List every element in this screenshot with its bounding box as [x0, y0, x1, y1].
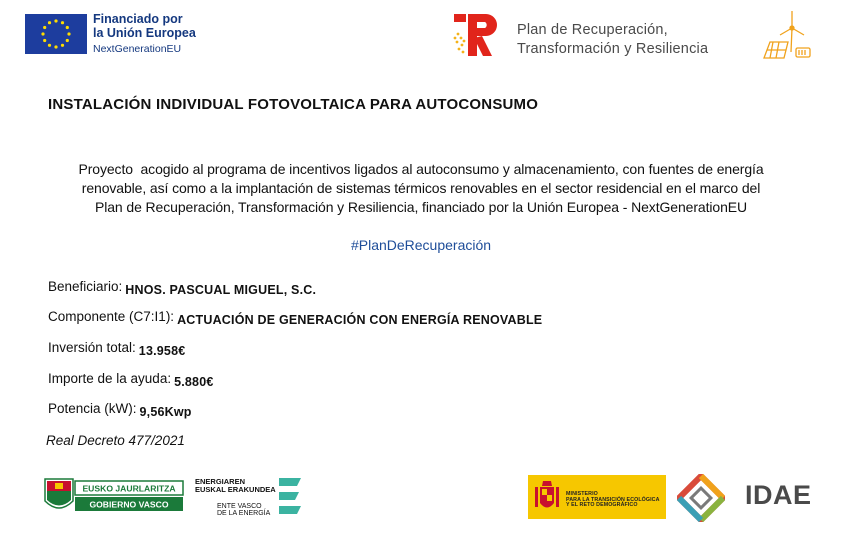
solar-panel-wind-turbine-icon	[758, 8, 814, 64]
description-line3: Plan de Recuperación, Transformación y Resiliencia, financiado por la Unión Europea - NextGenerationEU	[94, 199, 748, 215]
eve-line4: DE LA ENERGÍA	[217, 510, 271, 517]
document-title: INSTALACIÓN INDIVIDUAL FOTOVOLTAICA PARA AUTOCONSUMO	[48, 96, 539, 113]
prtr-line2: Transformación y Resiliencia	[517, 40, 709, 57]
eu-flag-icon	[25, 14, 87, 54]
field-inversion	[48, 340, 186, 358]
eu-funding-line3: NextGenerationEU	[93, 42, 182, 55]
description-line1: Proyecto acogido al programa de incentivos ligados al autoconsumo y almacenamiento, con fuentes de energía	[78, 161, 764, 177]
idae-logo-icon	[677, 474, 725, 522]
project-description	[40, 160, 802, 217]
field-label: Potencia (kW):	[48, 401, 137, 416]
gobierno-vasco-text: GOBIERNO VASCO	[89, 499, 169, 510]
eu-funding-line1: Financiado por	[93, 12, 183, 26]
ministerio-line1: MINISTERIO	[566, 491, 598, 497]
hashtag: #PlanDeRecuperación	[350, 237, 492, 253]
field-value: 5.880€	[174, 375, 214, 389]
field-value: 13.958€	[138, 344, 186, 358]
eusko-jaurlaritza-text: EUSKO JAURLARITZA	[82, 483, 176, 494]
ministerio-line3: Y EL RETO DEMOGRÁFICO	[566, 502, 638, 509]
eve-text	[195, 478, 276, 517]
prtr-text	[517, 21, 708, 59]
field-label: Beneficiario:	[48, 279, 123, 294]
field-label: Inversión total:	[48, 340, 136, 355]
field-beneficiario	[48, 279, 317, 297]
eu-funding-text	[93, 12, 196, 55]
ministerio-text	[566, 492, 660, 509]
eve-line1: ENERGIAREN	[195, 477, 246, 486]
field-label: Importe de la ayuda:	[48, 371, 172, 386]
description-line2: renovable, así como a la implantación de sistemas térmicos renovables en el sector residencial en el marco del	[81, 180, 761, 196]
eve-logo-icon	[273, 476, 307, 516]
field-value: 9,56Kwp	[139, 405, 192, 419]
field-label: Componente (C7:I1):	[48, 309, 175, 324]
prtr-logo-icon	[452, 12, 504, 58]
idae-label: IDAE	[745, 480, 812, 510]
decree-reference: Real Decreto 477/2021	[46, 433, 185, 448]
gobierno-vasco-logo	[43, 477, 185, 515]
prtr-line1: Plan de Recuperación,	[517, 22, 668, 38]
field-value: HNOS. PASCUAL MIGUEL, S.C.	[125, 283, 317, 297]
eve-line3: ENTE VASCO	[217, 503, 262, 510]
eve-line2: EUSKAL ERAKUNDEA	[195, 484, 276, 494]
spain-coat-of-arms-icon	[534, 479, 560, 515]
ministerio-line2: PARA LA TRANSICIÓN ECOLÓGICA	[566, 496, 660, 503]
field-potencia	[48, 401, 192, 419]
field-componente	[48, 309, 543, 327]
field-ayuda	[48, 371, 214, 389]
eu-funding-line2: la Unión Europea	[93, 26, 196, 41]
field-value: ACTUACIÓN DE GENERACIÓN CON ENERGÍA RENOVABLE	[177, 313, 543, 327]
